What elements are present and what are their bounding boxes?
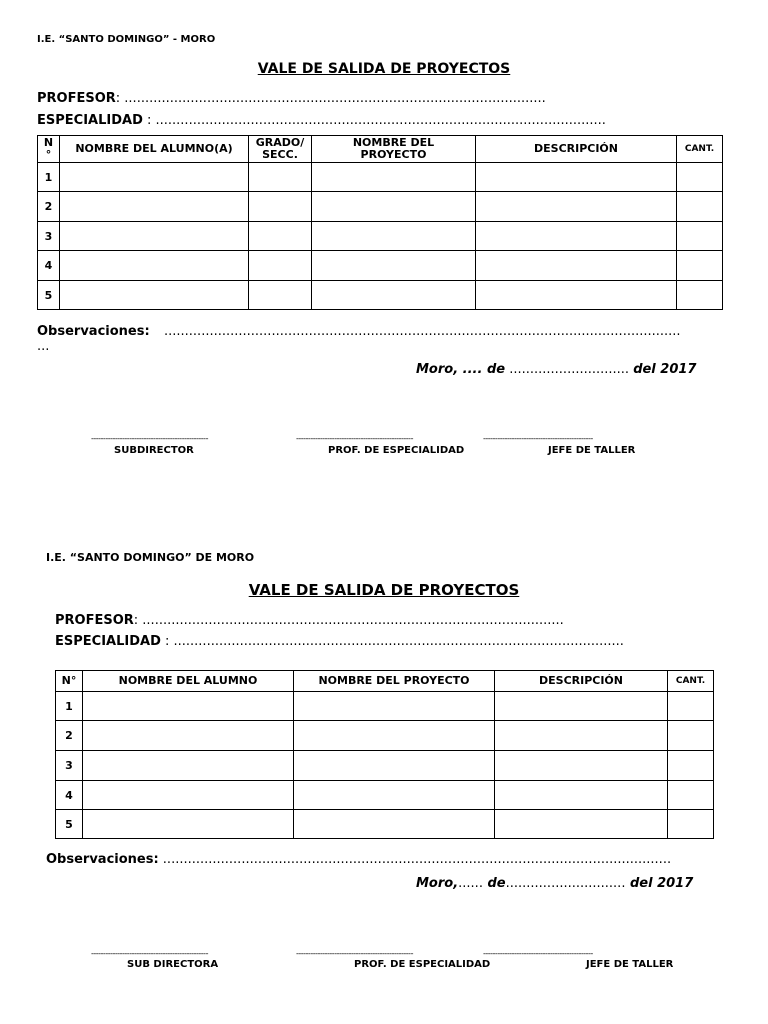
cell-descripcion[interactable] (495, 721, 668, 751)
signature-line-jefe: ---------------------------------------------- (483, 434, 593, 443)
cell-proyecto[interactable] (294, 721, 495, 751)
signature-label-jefe: JEFE DE TALLER (548, 445, 636, 456)
cell-proyecto[interactable] (312, 192, 476, 222)
table-header-row (56, 671, 714, 692)
cell-grado[interactable] (249, 222, 312, 251)
date-year: del 2017 (625, 876, 694, 891)
cell-proyecto[interactable] (312, 222, 476, 251)
table-header-row (38, 136, 723, 163)
profesor-value: : ...................................................................................................... (115, 91, 546, 106)
date-dots: ............................. (505, 362, 634, 377)
header-proyecto: NOMBRE DEL PROYECTO (312, 136, 476, 163)
header-alumno: NOMBRE DEL ALUMNO (83, 671, 294, 692)
cell-descripcion[interactable] (495, 810, 668, 839)
row-number: 1 (56, 692, 83, 721)
cell-descripcion[interactable] (476, 281, 677, 310)
cell-proyecto[interactable] (294, 810, 495, 839)
table-row (38, 163, 723, 192)
table-row (38, 251, 723, 281)
cell-alumno[interactable] (83, 781, 294, 810)
row-number: 3 (56, 751, 83, 781)
profesor-field[interactable] (55, 613, 564, 628)
cell-cant[interactable] (677, 281, 723, 310)
cell-alumno[interactable] (60, 251, 249, 281)
cell-cant[interactable] (677, 251, 723, 281)
profesor-field[interactable] (37, 91, 546, 106)
header-cant: CANT. (668, 671, 714, 692)
observaciones-label: Observaciones: (37, 324, 150, 339)
especialidad-value: : ............................................................................................................. (142, 113, 606, 128)
observaciones-label: Observaciones: (46, 852, 159, 867)
cell-grado[interactable] (249, 192, 312, 222)
school-name: I.E. “SANTO DOMINGO” DE MORO (46, 551, 255, 564)
cell-descripcion[interactable] (495, 692, 668, 721)
table-row (56, 781, 714, 810)
signature-label-profesor: PROF. DE ESPECIALIDAD (354, 959, 491, 970)
cell-proyecto[interactable] (312, 281, 476, 310)
cell-descripcion[interactable] (476, 251, 677, 281)
date-year: del 2017 (633, 362, 697, 377)
cell-descripcion[interactable] (476, 192, 677, 222)
row-number: 4 (56, 781, 83, 810)
observaciones-dots-continued: ... (37, 339, 50, 354)
observaciones-dots: ........................................................................................................................... (158, 852, 672, 867)
table-row (56, 751, 714, 781)
date-line (416, 362, 696, 377)
cell-descripcion[interactable] (476, 222, 677, 251)
cell-alumno[interactable] (60, 222, 249, 251)
especialidad-value: : ............................................................................................................. (160, 634, 624, 649)
cell-proyecto[interactable] (312, 251, 476, 281)
especialidad-label: ESPECIALIDAD (55, 634, 161, 649)
cell-proyecto[interactable] (312, 163, 476, 192)
table-row (38, 222, 723, 251)
cell-cant[interactable] (668, 810, 714, 839)
cell-alumno[interactable] (60, 281, 249, 310)
profesor-label: PROFESOR (37, 91, 116, 106)
school-name: I.E. “SANTO DOMINGO” - MORO (37, 34, 216, 45)
date-dots-day: ...... (458, 876, 483, 891)
table-row (56, 721, 714, 751)
projects-table (55, 670, 714, 839)
header-descripcion: DESCRIPCIÓN (476, 136, 677, 163)
cell-cant[interactable] (668, 721, 714, 751)
table-row (56, 692, 714, 721)
especialidad-field[interactable] (37, 113, 606, 128)
date-place: Moro, .... de (416, 362, 506, 377)
header-grado: GRADO/ SECC. (249, 136, 312, 163)
cell-alumno[interactable] (60, 192, 249, 222)
row-number: 1 (38, 163, 60, 192)
form-title: VALE DE SALIDA DE PROYECTOS (257, 61, 511, 77)
cell-descripcion[interactable] (495, 781, 668, 810)
cell-cant[interactable] (668, 751, 714, 781)
signature-line-profesor: ------------------------------------------------- (296, 434, 413, 443)
cell-proyecto[interactable] (294, 751, 495, 781)
cell-descripcion[interactable] (495, 751, 668, 781)
especialidad-label: ESPECIALIDAD (37, 113, 143, 128)
form-title: VALE DE SALIDA DE PROYECTOS (248, 581, 520, 599)
signature-line-subdirectora: ------------------------------------------------- (91, 949, 208, 958)
profesor-value: : ...................................................................................................... (133, 613, 564, 628)
cell-grado[interactable] (249, 251, 312, 281)
cell-grado[interactable] (249, 163, 312, 192)
observaciones-field[interactable] (37, 324, 681, 339)
row-number: 4 (38, 251, 60, 281)
cell-alumno[interactable] (60, 163, 249, 192)
header-cant: CANT. (677, 136, 723, 163)
cell-proyecto[interactable] (294, 692, 495, 721)
row-number: 2 (38, 192, 60, 222)
cell-alumno[interactable] (83, 810, 294, 839)
signature-label-profesor: PROF. DE ESPECIALIDAD (328, 445, 465, 456)
cell-cant[interactable] (677, 222, 723, 251)
observaciones-field[interactable] (46, 852, 671, 867)
signature-line-subdirector: ------------------------------------------------- (91, 434, 208, 443)
header-proyecto: NOMBRE DEL PROYECTO (294, 671, 495, 692)
cell-alumno[interactable] (83, 692, 294, 721)
row-number: 2 (56, 721, 83, 751)
header-n: N ° (38, 136, 60, 163)
cell-cant[interactable] (668, 692, 714, 721)
signature-label-subdirectora: SUB DIRECTORA (127, 959, 219, 970)
table-row (38, 281, 723, 310)
table-row (56, 810, 714, 839)
profesor-label: PROFESOR (55, 613, 134, 628)
signature-label-jefe: JEFE DE TALLER (586, 959, 674, 970)
header-descripcion: DESCRIPCIÓN (495, 671, 668, 692)
signature-label-subdirector: SUBDIRECTOR (114, 445, 194, 456)
date-dots-month: ............................. (505, 876, 626, 891)
cell-proyecto[interactable] (294, 781, 495, 810)
signature-line-profesor: ------------------------------------------------- (296, 949, 413, 958)
cell-alumno[interactable] (83, 721, 294, 751)
cell-cant[interactable] (677, 192, 723, 222)
date-de: de (482, 876, 506, 891)
signature-line-jefe: ---------------------------------------------- (483, 949, 593, 958)
cell-cant[interactable] (677, 163, 723, 192)
cell-cant[interactable] (668, 781, 714, 810)
header-alumno: NOMBRE DEL ALUMNO(A) (60, 136, 249, 163)
cell-grado[interactable] (249, 281, 312, 310)
row-number: 5 (38, 281, 60, 310)
date-line (416, 876, 693, 891)
projects-table (37, 135, 723, 310)
observaciones-dots: ............................................................................................................................. (164, 324, 681, 339)
cell-alumno[interactable] (83, 751, 294, 781)
date-place: Moro, (416, 876, 459, 891)
row-number: 3 (38, 222, 60, 251)
row-number: 5 (56, 810, 83, 839)
especialidad-field[interactable] (55, 634, 624, 649)
table-row (38, 192, 723, 222)
cell-descripcion[interactable] (476, 163, 677, 192)
header-n: N° (56, 671, 83, 692)
